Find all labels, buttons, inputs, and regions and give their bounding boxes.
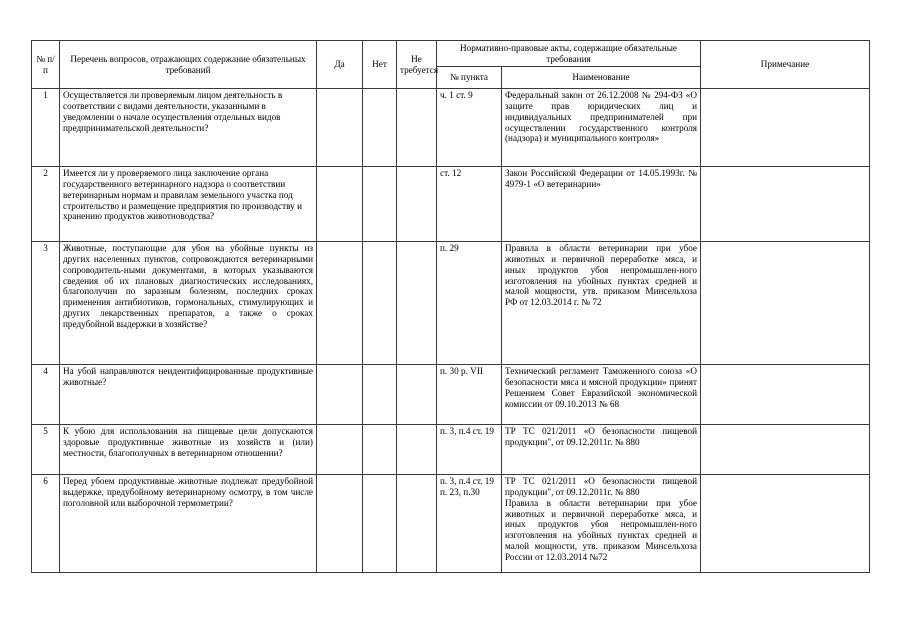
row-question: Имеется ли у проверяемого лица заключение органа государственного ветеринарного надзора о соответствии ветеринарным нормам и правилам земельного участка под строительство и размещение предприятия по производству и хранению продуктов животноводства? <box>60 167 317 242</box>
clause-ref: п. 3, п.4 ст. 19 <box>440 426 494 436</box>
row-note-cell[interactable] <box>701 475 870 573</box>
row-clause <box>437 242 502 365</box>
answer-no-cell[interactable] <box>363 365 397 425</box>
row-number: 4 <box>32 365 60 425</box>
answer-no-cell[interactable] <box>363 167 397 242</box>
answer-not-required-cell[interactable] <box>397 242 437 365</box>
answer-not-required-cell[interactable] <box>397 365 437 425</box>
clause-ref: п. 23, п.30 <box>440 486 480 497</box>
header-number: № п/ п <box>32 41 60 89</box>
header-acts-group: Нормативно-правовые акты, содержащие обязательные требования <box>437 41 701 67</box>
row-clause <box>437 475 502 573</box>
row-act-name: Технический регламент Таможенного союза «О безопасности мяса и мясной продукции» принят Решением Совет Евразийской экономической комиссии от 09.10.2013 № 68 <box>502 365 701 425</box>
row-number: 6 <box>32 475 60 573</box>
answer-no-cell[interactable] <box>363 89 397 167</box>
header-no: Нет <box>363 41 397 89</box>
header-yes: Да <box>317 41 363 89</box>
row-clause <box>437 167 502 242</box>
answer-not-required-cell[interactable] <box>397 167 437 242</box>
row-note-cell[interactable] <box>701 89 870 167</box>
table-header <box>32 41 870 89</box>
header-clause-number: № пункта <box>437 67 502 89</box>
table-row <box>32 475 870 573</box>
answer-not-required-cell[interactable] <box>397 475 437 573</box>
row-question: Осуществляется ли проверяемым лицом деятельность в соответствии с видами деятельности, указанными в уведомлении о начале осуществления отдельных видов предпринимательской деятельности? <box>60 89 317 167</box>
clause-ref: ст. 12 <box>440 168 462 178</box>
table-row <box>32 365 870 425</box>
answer-yes-cell[interactable] <box>317 89 363 167</box>
row-number: 3 <box>32 242 60 365</box>
row-clause <box>437 365 502 425</box>
row-question: На убой направляются неидентифицированные продуктивные животные? <box>60 365 317 425</box>
row-note-cell[interactable] <box>701 425 870 475</box>
row-note-cell[interactable] <box>701 167 870 242</box>
header-act-name: Наименование <box>502 67 701 89</box>
table-row <box>32 167 870 242</box>
table-row <box>32 242 870 365</box>
header-question: Перечень вопросов, отражающих содержание обязательных требований <box>60 41 317 89</box>
clause-ref: ч. 1 ст. 9 <box>440 90 473 100</box>
clause-ref: п. 3, п.4 ст. 19 <box>440 476 494 486</box>
header-not-required: Не требуется <box>397 41 437 89</box>
row-act-name: ТР ТС 021/2011 «О безопасности пищевой продукции", от 09.12.2011г. № 880 <box>502 425 701 475</box>
answer-no-cell[interactable] <box>363 242 397 365</box>
answer-not-required-cell[interactable] <box>397 89 437 167</box>
answer-no-cell[interactable] <box>363 425 397 475</box>
row-clause <box>437 425 502 475</box>
row-number: 1 <box>32 89 60 167</box>
act-name-part: Правила в области ветеринарии при убое животных и первичной переработке мяса, и иных продуктов убоя непромышлен-ного изготовления на убойных пунктах средней и малой мощности, утв. приказом Минсельхоза России от 12.03.2014 №72 <box>505 497 698 563</box>
clause-ref: п. 30 р. VII <box>440 366 483 376</box>
row-number: 5 <box>32 425 60 475</box>
row-question: Животные, поступающие для убоя на убойные пункты из других населенных пунктов, сопровождаются ветеринарными сопроводитель-ными документами, в которых указываются сведения об их плановых диагностических исследованиях, благополучии по заразным болезням, последних сроках применения антибиотиков, гормональных, стимулирующих и других лекарственных препаратов, а также о сроках предубойной выдержки в хозяйстве? <box>60 242 317 365</box>
answer-not-required-cell[interactable] <box>397 425 437 475</box>
row-question: Перед убоем продуктивные животные подлежат предубойной выдержке, предубойному ветеринарному осмотру, в том числе поголовной или выборочной термометрии? <box>60 475 317 573</box>
answer-yes-cell[interactable] <box>317 167 363 242</box>
requirements-checklist-table <box>31 40 870 573</box>
answer-yes-cell[interactable] <box>317 242 363 365</box>
row-act-name: Правила в области ветеринарии при убое животных и первичной переработке мяса, и иных продуктов убоя непромышлен-ного изготовления на убойных пунктах средней и малой мощности, утв. приказом Минсельхоза РФ от 12.03.2014 г. № 72 <box>502 242 701 365</box>
answer-yes-cell[interactable] <box>317 365 363 425</box>
answer-yes-cell[interactable] <box>317 475 363 573</box>
row-act-name: Федеральный закон от 26.12.2008 № 294-ФЗ «О защите прав юридических лиц и индивидуальных предпринимателей при осуществлении государственного контроля (надзора) и муниципального контроля» <box>502 89 701 167</box>
row-clause <box>437 89 502 167</box>
row-note-cell[interactable] <box>701 365 870 425</box>
answer-yes-cell[interactable] <box>317 425 363 475</box>
act-name-part: ТР ТС 021/2011 «О безопасности пищевой продукции", от 09.12.2011г. № 880 <box>505 476 698 497</box>
row-question: К убою для использования на пищевые цели допускаются здоровые продуктивные животные из хозяйств и (или) местности, благополучных в ветеринарном отношении? <box>60 425 317 475</box>
row-number: 2 <box>32 167 60 242</box>
row-act-name <box>502 475 701 573</box>
row-act-name: Закон Российской Федерации от 14.05.1993г. № 4979-1 «О ветеринарии» <box>502 167 701 242</box>
header-note: Примечание <box>701 41 870 89</box>
clause-ref: п. 29 <box>440 243 459 253</box>
table-row <box>32 425 870 475</box>
table-row <box>32 89 870 167</box>
answer-no-cell[interactable] <box>363 475 397 573</box>
row-note-cell[interactable] <box>701 242 870 365</box>
